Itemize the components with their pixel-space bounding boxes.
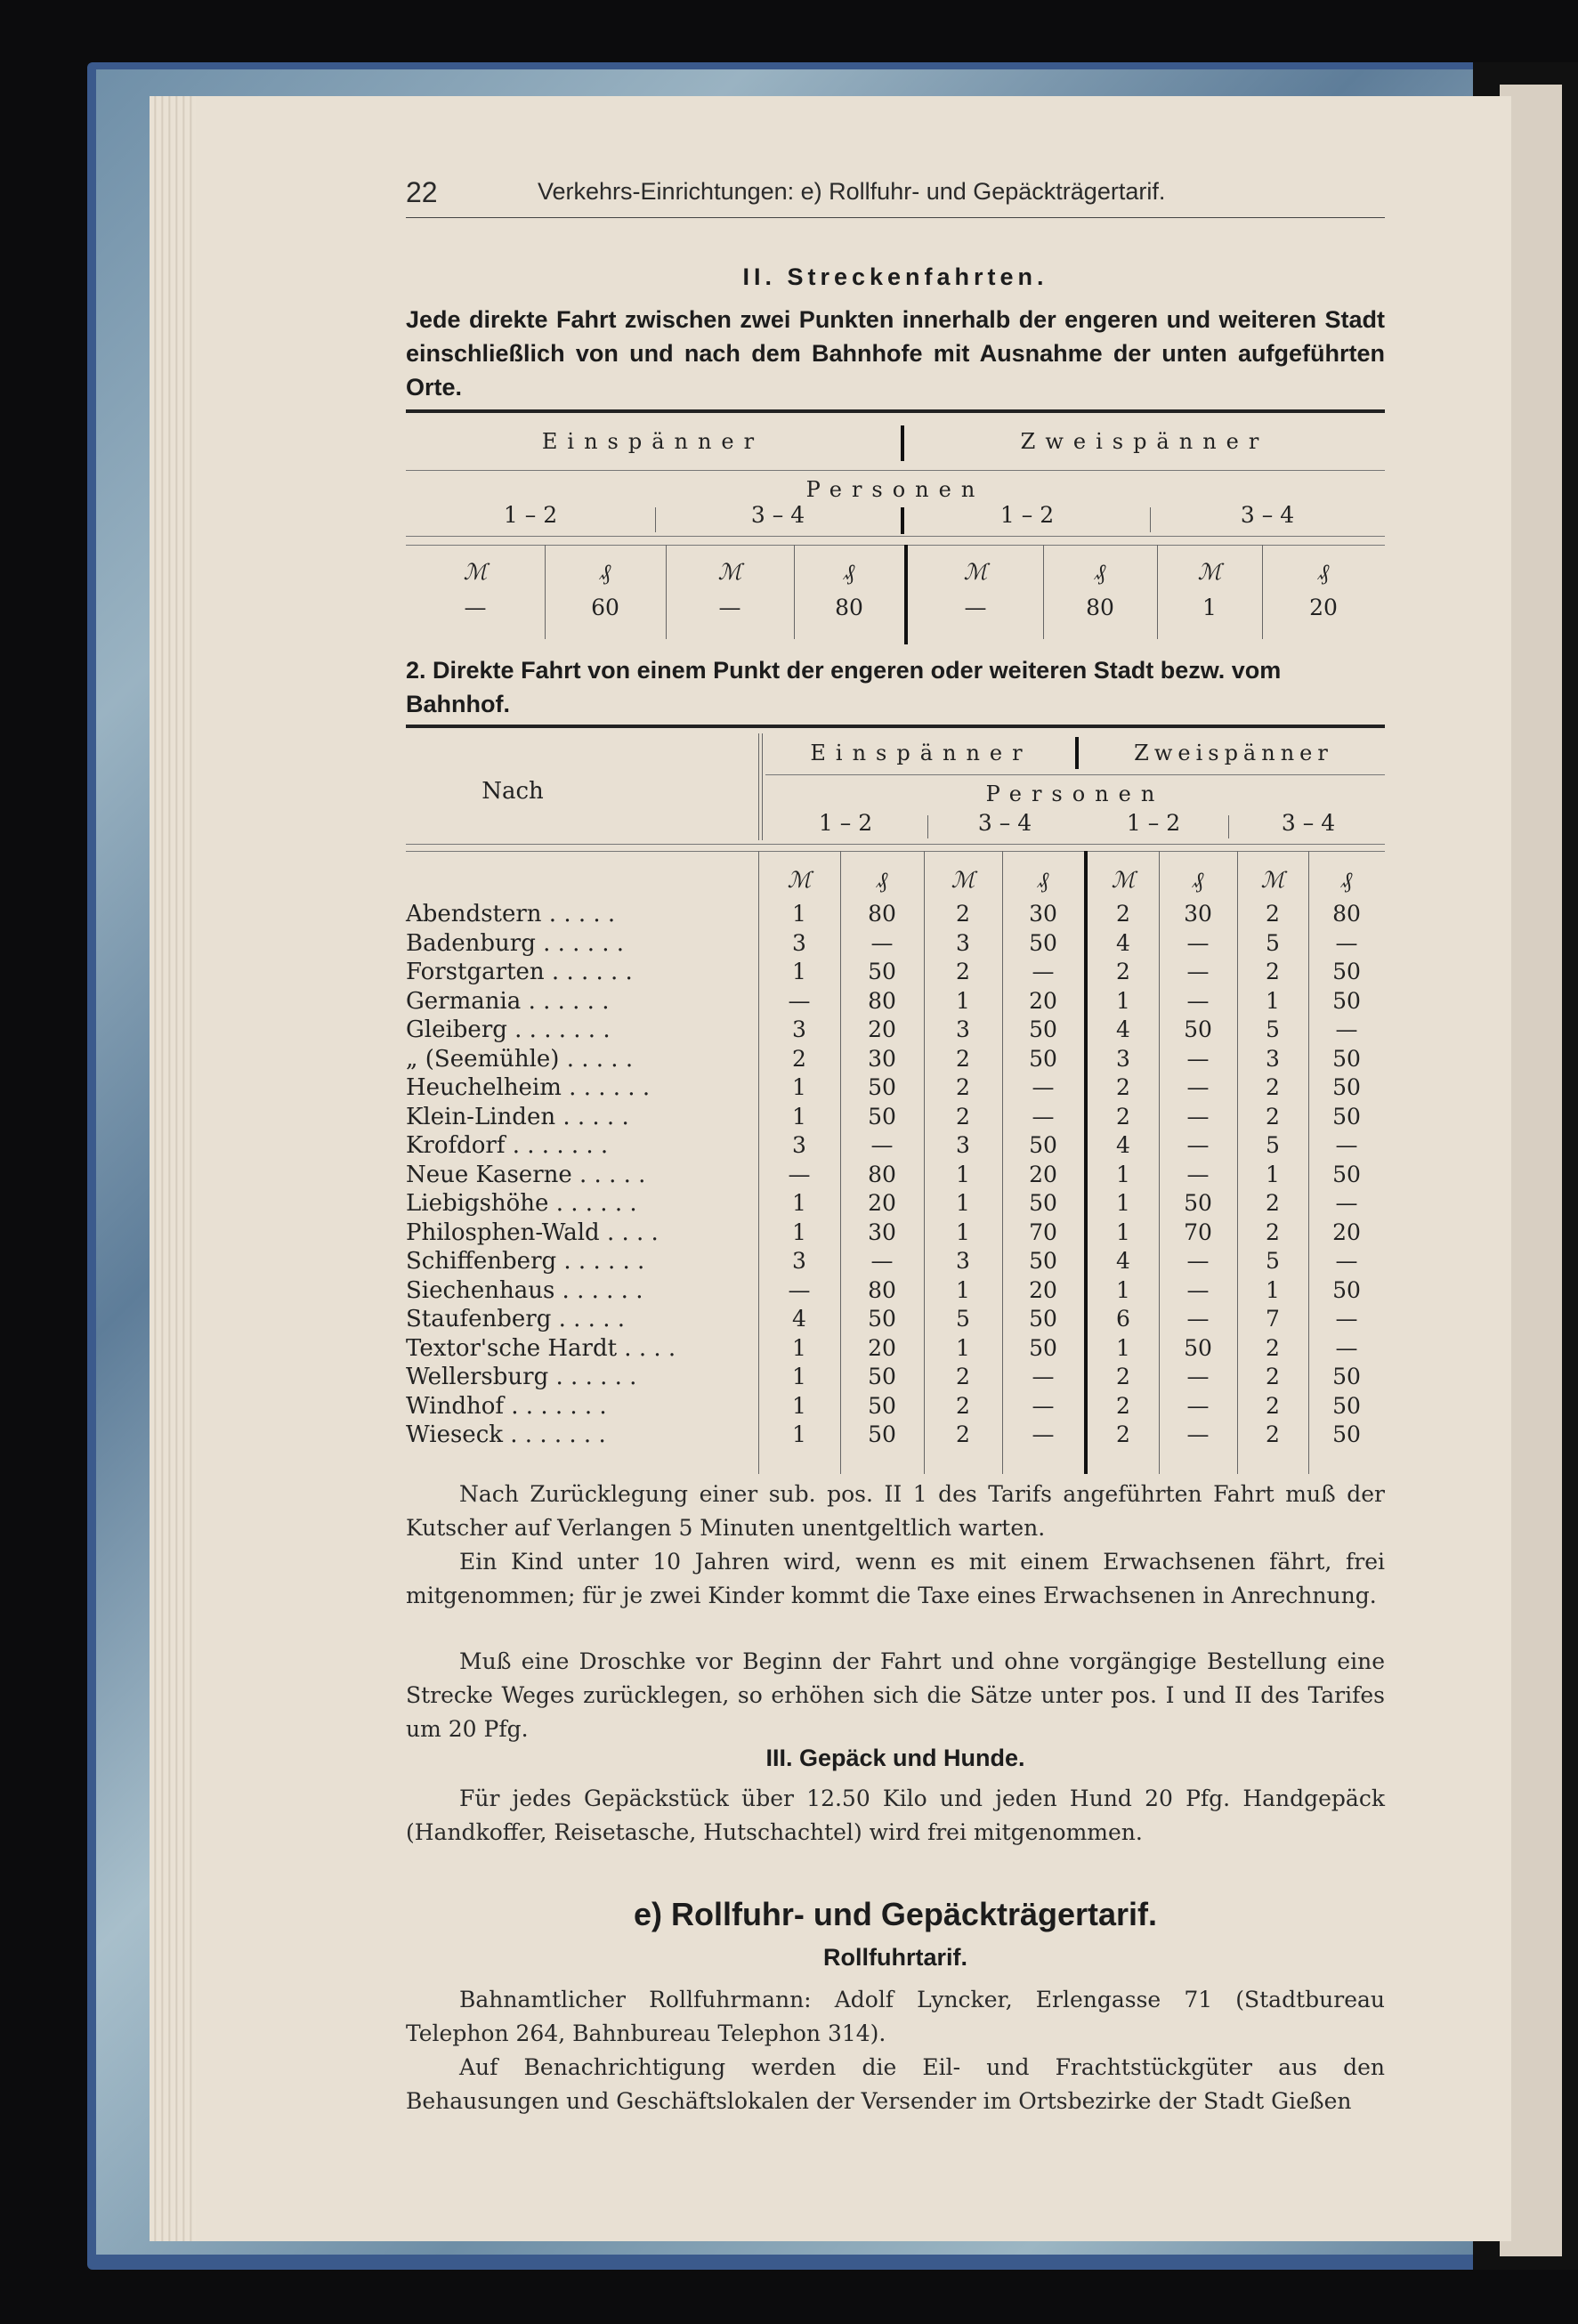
table2-row-name: Schiffenberg . . . . . . — [406, 1248, 645, 1275]
table2-cell: — — [1186, 1132, 1210, 1158]
table2-cell: 50 — [1332, 1364, 1361, 1389]
table2-row-name: Neue Kaserne . . . . . — [406, 1162, 646, 1188]
table2-cell: 2 — [1116, 901, 1130, 927]
table2-cell: 80 — [868, 988, 896, 1014]
table1-rule-3 — [406, 536, 1385, 537]
table1-rule-2 — [406, 470, 1385, 471]
table2-cell: 30 — [1029, 901, 1057, 927]
table2-row-name: Philosphen-Wald . . . . — [406, 1219, 659, 1246]
table2-top-rule — [406, 725, 1385, 728]
table2-cell: — — [1186, 1104, 1210, 1130]
note-paragraph-3: Muß eine Droschke vor Beginn der Fahrt und ohne vorgängige Bestellung eine Strecke Weges zurücklegen, so erhöhen sich die Sätze unter pos. I und II des Tarifes um 20 Pfg. — [406, 1648, 1385, 1742]
table2-cell: 20 — [1332, 1219, 1361, 1245]
table2-cell: 50 — [1029, 1248, 1057, 1274]
table2-cell: 5 — [1266, 1132, 1280, 1158]
table2-cell: 4 — [1116, 930, 1130, 956]
header-rule — [406, 217, 1385, 218]
section-e-title: e) Rollfuhr- und Gepäckträgertarif. — [633, 1896, 1158, 1932]
table1-group-sep-1 — [655, 507, 656, 532]
table1-value: — — [964, 595, 987, 620]
table2-personen: Personen — [985, 781, 1165, 806]
table2-group-sep-3 — [1228, 815, 1229, 838]
table2-cell: 7 — [1266, 1306, 1280, 1332]
table2-cell: — — [1186, 959, 1210, 984]
table2-cell: — — [1032, 1421, 1055, 1447]
table2-cell: 20 — [868, 1190, 896, 1216]
table2-rule-2 — [765, 774, 1385, 775]
table2-group-1: 1 – 2 — [818, 810, 873, 836]
table2-row-name: „ (Seemühle) . . . . . — [406, 1046, 634, 1073]
table2-cell: — — [1335, 930, 1358, 956]
table2-cell: 1 — [1266, 988, 1280, 1014]
table2-cell: 1 — [1116, 1335, 1130, 1361]
table2-row-name: Abendstern . . . . . — [406, 901, 616, 927]
table1-unit-pfennig: ₰ — [1317, 559, 1330, 585]
table2-cell: 1 — [956, 1190, 970, 1216]
table2-cell: 4 — [1116, 1132, 1130, 1158]
table2-cell: 3 — [956, 1132, 970, 1158]
table2-row-name: Windhof . . . . . . . — [406, 1393, 607, 1420]
table2-cell: 50 — [1029, 1046, 1057, 1072]
table2-cell: 50 — [1029, 1335, 1057, 1361]
table2-cell: — — [1335, 1016, 1358, 1042]
table2-cell: 1 — [792, 1393, 806, 1419]
table2-cell: — — [1032, 1104, 1055, 1130]
table1-value: — — [464, 595, 487, 620]
table1-unit-mark: ℳ — [463, 559, 488, 585]
table1-group-3: 1 – 2 — [999, 502, 1055, 528]
table1-group-sep-3 — [1150, 507, 1151, 532]
table2-unit-mark: ℳ — [1111, 867, 1136, 893]
table2-cell: 2 — [1266, 1364, 1280, 1389]
table1-divider-mid — [901, 507, 904, 534]
table1-rule-4 — [406, 545, 1385, 546]
table2-cell: 50 — [1332, 1046, 1361, 1072]
table2-cell: — — [1186, 1421, 1210, 1447]
table2-cell: — — [870, 930, 894, 956]
table2-cell: 50 — [1029, 1190, 1057, 1216]
table2-cell: — — [1186, 1306, 1210, 1332]
section-e-paragraph-1: Bahnamtlicher Rollfuhrmann: Adolf Lyncker, Erlengasse 71 (Stadtbureau Telephon 264, Bahnbureau Telephon 314). — [406, 1987, 1385, 2046]
table2-cell: 50 — [868, 959, 896, 984]
table2-unit-pfennig: ₰ — [876, 867, 888, 893]
table2-cell: 50 — [1332, 1277, 1361, 1303]
table2-cell: 2 — [1266, 1190, 1280, 1216]
table2-cell: 2 — [1116, 1393, 1130, 1419]
table2-cell: — — [1186, 1248, 1210, 1274]
table1-group-4: 3 – 4 — [1240, 502, 1295, 528]
table2-cell: 5 — [1266, 1248, 1280, 1274]
table2-cell: 20 — [1029, 988, 1057, 1014]
table2-cell: 1 — [1116, 1277, 1130, 1303]
table2-row-name: Wieseck . . . . . . . — [406, 1421, 606, 1448]
table2-row-name: Badenburg . . . . . . — [406, 930, 625, 957]
section-3-title: III. Gepäck und Hunde. — [765, 1745, 1025, 1771]
section-2-intro: Jede direkte Fahrt zwischen zwei Punkten innerhalb der engeren und weiteren Stadt einschließlich von und nach dem Bahnhofe mit Ausnahme der unten aufgeführten Orte. — [406, 306, 1385, 401]
table2-cell: — — [1335, 1132, 1358, 1158]
table2-cell: 20 — [868, 1335, 896, 1361]
table2-cell: 3 — [1266, 1046, 1280, 1072]
table2-cell: 3 — [792, 1132, 806, 1158]
table2-cell: 20 — [1029, 1162, 1057, 1187]
table2-cell: 1 — [792, 901, 806, 927]
table2-cell: 4 — [1116, 1248, 1130, 1274]
table2-header-sep — [758, 733, 759, 840]
table2-row-name: Liebigshöhe . . . . . . — [406, 1190, 637, 1217]
table1-group-1: 1 – 2 — [503, 502, 558, 528]
table2-divider-top — [1075, 737, 1079, 769]
table2-cell: 5 — [1266, 1016, 1280, 1042]
table2-row-name: Textor'sche Hardt . . . . — [406, 1335, 676, 1362]
table2-cell: 5 — [1266, 930, 1280, 956]
table2-cell: — — [1186, 1393, 1210, 1419]
table2-cell: 30 — [868, 1219, 896, 1245]
table2-cell: 80 — [868, 901, 896, 927]
table2-cell: — — [1186, 1046, 1210, 1072]
table2-cell: — — [1335, 1335, 1358, 1361]
table2-cell: 50 — [1332, 1421, 1361, 1447]
table2-cell: — — [788, 1162, 811, 1187]
table2-cell: 50 — [868, 1364, 896, 1389]
table2-row-name: Krofdorf . . . . . . . — [406, 1132, 609, 1159]
table2-cell: 1 — [956, 1277, 970, 1303]
table2-group-3: 1 – 2 — [1126, 810, 1181, 836]
table2-group-2: 3 – 4 — [977, 810, 1032, 836]
table2-cell: 50 — [868, 1393, 896, 1419]
table2-cell: 1 — [1116, 1162, 1130, 1187]
table2-cell: 50 — [1029, 930, 1057, 956]
table2-cell: 50 — [1029, 1306, 1057, 1332]
table2-cell: 2 — [1116, 1421, 1130, 1447]
table2-cell: 1 — [956, 988, 970, 1014]
table2-cell: 1 — [956, 1162, 970, 1187]
table2-cell: — — [1186, 930, 1210, 956]
table2-cell: 2 — [1116, 1104, 1130, 1130]
table2-einspaenner: Einspänner — [810, 741, 1032, 765]
table2-cell: 2 — [956, 1074, 970, 1100]
table2-cell: — — [1032, 959, 1055, 984]
table1-value: 1 — [1202, 595, 1217, 620]
table2-cell: 3 — [956, 1248, 970, 1274]
table2-cell: 50 — [1332, 1393, 1361, 1419]
table2-unit-pfennig: ₰ — [1192, 867, 1204, 893]
table1-group-2: 3 – 4 — [750, 502, 805, 528]
table1-top-rule — [406, 409, 1385, 413]
table2-cell: 2 — [1266, 1104, 1280, 1130]
table2-cell: — — [870, 1132, 894, 1158]
table2-cell: 80 — [868, 1277, 896, 1303]
table2-cell: 2 — [792, 1046, 806, 1072]
table2-cell: 50 — [868, 1104, 896, 1130]
table2-header-sep-2 — [762, 733, 763, 840]
table2-cell: 30 — [868, 1046, 896, 1072]
table1-personen: Personen — [805, 477, 985, 502]
section-e-paragraph-2: Auf Benachrichtigung werden die Eil- und Frachtstückgüter aus den Behausungen und Geschäftslokalen der Versender im Ortsbezirke der Stadt Gießen — [406, 2054, 1385, 2114]
table2-unit-mark: ℳ — [1260, 867, 1285, 893]
table2-cell: — — [1186, 1364, 1210, 1389]
table2-cell: 50 — [868, 1074, 896, 1100]
table2-cell: — — [1032, 1393, 1055, 1419]
table1-value: 80 — [835, 595, 863, 620]
table2-cell: 80 — [868, 1162, 896, 1187]
table2-cell: 2 — [956, 1104, 970, 1130]
table2-cell: 2 — [956, 1046, 970, 1072]
table2-cell: 2 — [1266, 1074, 1280, 1100]
table2-cell: 1 — [1116, 988, 1130, 1014]
table2-row-name: Heuchelheim . . . . . . — [406, 1074, 651, 1101]
table2-cell: 2 — [1266, 1393, 1280, 1419]
table2-cell: 70 — [1029, 1219, 1057, 1245]
table2-rule-3 — [406, 844, 1385, 845]
table2-cell: 50 — [868, 1306, 896, 1332]
table2-row-name: Siechenhaus . . . . . . — [406, 1277, 643, 1304]
table2-cell: 20 — [1029, 1277, 1057, 1303]
table2-cell: 3 — [956, 930, 970, 956]
table2-cell: — — [1186, 1277, 1210, 1303]
table2-cell: 2 — [1266, 1219, 1280, 1245]
table2-row-name: Wellersburg . . . . . . — [406, 1364, 637, 1390]
table2-cell: 2 — [1266, 901, 1280, 927]
table2-cell: 1 — [956, 1219, 970, 1245]
table2-cell: — — [1032, 1364, 1055, 1389]
table2-cell: — — [870, 1248, 894, 1274]
table2-cell: 2 — [1116, 959, 1130, 984]
table2-cell: 1 — [1266, 1162, 1280, 1187]
table2-cell: 2 — [1116, 1074, 1130, 1100]
running-title: Verkehrs-Einrichtungen: e) Rollfuhr- und Gepäckträgertarif. — [538, 178, 1166, 205]
table2-cell: 50 — [1184, 1190, 1212, 1216]
table2-cell: 2 — [956, 1364, 970, 1389]
table2-cell: — — [788, 1277, 811, 1303]
table2-group-sep-1 — [927, 815, 928, 838]
table2-cell: — — [1186, 988, 1210, 1014]
table2-cell: 2 — [1116, 1364, 1130, 1389]
table2-cell: 3 — [1116, 1046, 1130, 1072]
table2-cell: 20 — [868, 1016, 896, 1042]
table2-cell: 1 — [792, 1364, 806, 1389]
table1-unit-mark: ℳ — [717, 559, 742, 585]
table2-cell: — — [1032, 1074, 1055, 1100]
table2-group-4: 3 – 4 — [1281, 810, 1336, 836]
table2-cell: 3 — [792, 930, 806, 956]
book-page — [196, 96, 1511, 2241]
table2-cell: — — [1335, 1190, 1358, 1216]
table2-cell: 4 — [792, 1306, 806, 1332]
table2-cell: 50 — [1184, 1335, 1212, 1361]
table2-row-name: Klein-Linden . . . . . — [406, 1104, 629, 1130]
table2-cell: 2 — [956, 901, 970, 927]
table2-cell: 50 — [1332, 1104, 1361, 1130]
table2-cell: 1 — [792, 959, 806, 984]
table2-cell: 50 — [1184, 1016, 1212, 1042]
table2-cell: 5 — [956, 1306, 970, 1332]
table2-nach: Nach — [481, 778, 544, 805]
table2-cell: 4 — [1116, 1016, 1130, 1042]
section-3-text: Für jedes Gepäckstück über 12.50 Kilo und jeden Hund 20 Pfg. Handgepäck (Handkoffer, Reisetasche, Hutschachtel) wird frei mitgenommen. — [406, 1786, 1385, 1845]
table2-cell: 3 — [792, 1016, 806, 1042]
table2-zweispaenner: Zweispänner — [1134, 741, 1333, 765]
table2-cell: 1 — [792, 1074, 806, 1100]
table2-cell: 1 — [1266, 1277, 1280, 1303]
table2-cell: 1 — [792, 1104, 806, 1130]
table2-cell: 1 — [1116, 1190, 1130, 1216]
table2-cell: 50 — [1332, 959, 1361, 984]
table2-cell: — — [1335, 1248, 1358, 1274]
table2-cell: 1 — [792, 1335, 806, 1361]
section-2b-text: 2. Direkte Fahrt von einem Punkt der engeren oder weiteren Stadt bezw. vom Bahnhof. — [406, 657, 1282, 717]
page-number: 22 — [406, 176, 438, 208]
table2-cell: 50 — [1029, 1132, 1057, 1158]
table2-cell: 3 — [956, 1016, 970, 1042]
table1-unit-pfennig: ₰ — [599, 559, 611, 585]
table2-cell: 3 — [792, 1248, 806, 1274]
table2-unit-mark: ℳ — [787, 867, 812, 893]
section-e-subtitle: Rollfuhrtarif. — [823, 1944, 967, 1971]
table2-cell: 50 — [1332, 988, 1361, 1014]
table2-cell: 50 — [1332, 1074, 1361, 1100]
table1-divider-top — [901, 425, 904, 461]
note-paragraph-1: Nach Zurücklegung einer sub. pos. II 1 des Tarifs angeführten Fahrt muß der Kutscher auf Verlangen 5 Minuten unentgeltlich warten. — [406, 1481, 1385, 1541]
table2-cell: — — [788, 988, 811, 1014]
table2-rule-4 — [406, 851, 1385, 852]
note-paragraph-2: Ein Kind unter 10 Jahren wird, wenn es mit einem Erwachsenen fährt, frei mitgenommen; für je zwei Kinder kommt die Taxe eines Erwachsenen in Anrechnung. — [406, 1549, 1385, 1608]
section-2-title: II. Streckenfahrten. — [742, 263, 1048, 290]
table2-cell: 2 — [956, 1393, 970, 1419]
page-stack-edges — [150, 96, 203, 2241]
table2-cell: 1 — [792, 1219, 806, 1245]
table1-unit-mark: ℳ — [1197, 559, 1222, 585]
table2-cell: 1 — [792, 1190, 806, 1216]
table2-unit-pfennig: ₰ — [1340, 867, 1353, 893]
table2-unit-pfennig: ₰ — [1037, 867, 1049, 893]
table2-cell: 50 — [1029, 1016, 1057, 1042]
table1-value: 60 — [591, 595, 619, 620]
table2-cell: 30 — [1184, 901, 1212, 927]
table1-unit-mark: ℳ — [963, 559, 988, 585]
table2-cell: 2 — [956, 1421, 970, 1447]
table1-value: 20 — [1309, 595, 1338, 620]
table2-cell: 70 — [1184, 1219, 1212, 1245]
table2-cell: 2 — [1266, 1335, 1280, 1361]
table1-zweispaenner: Zweispänner — [1020, 429, 1269, 454]
table1-value: — — [718, 595, 741, 620]
table1-unit-pfennig: ₰ — [843, 559, 855, 585]
table2-cell: — — [1186, 1162, 1210, 1187]
table2-cell: 1 — [1116, 1219, 1130, 1245]
table2-cell: 2 — [1266, 959, 1280, 984]
table1-value: 80 — [1086, 595, 1114, 620]
table2-row-name: Germania . . . . . . — [406, 988, 610, 1015]
table2-cell: 2 — [956, 959, 970, 984]
table2-cell: — — [1335, 1306, 1358, 1332]
table2-cell: 80 — [1332, 901, 1361, 927]
table1-unit-pfennig: ₰ — [1094, 559, 1106, 585]
table1-einspaenner: Einspänner — [541, 429, 765, 454]
table2-cell: 6 — [1116, 1306, 1130, 1332]
table2-cell: 50 — [1332, 1162, 1361, 1187]
table2-row-name: Staufenberg . . . . . — [406, 1306, 626, 1332]
table2-cell: 1 — [956, 1335, 970, 1361]
table2-unit-mark: ℳ — [951, 867, 975, 893]
table2-row-name: Gleiberg . . . . . . . — [406, 1016, 611, 1043]
table2-cell: 1 — [792, 1421, 806, 1447]
table2-cell: 50 — [868, 1421, 896, 1447]
table2-row-name: Forstgarten . . . . . . — [406, 959, 633, 985]
table2-cell: 2 — [1266, 1421, 1280, 1447]
table2-cell: — — [1186, 1074, 1210, 1100]
